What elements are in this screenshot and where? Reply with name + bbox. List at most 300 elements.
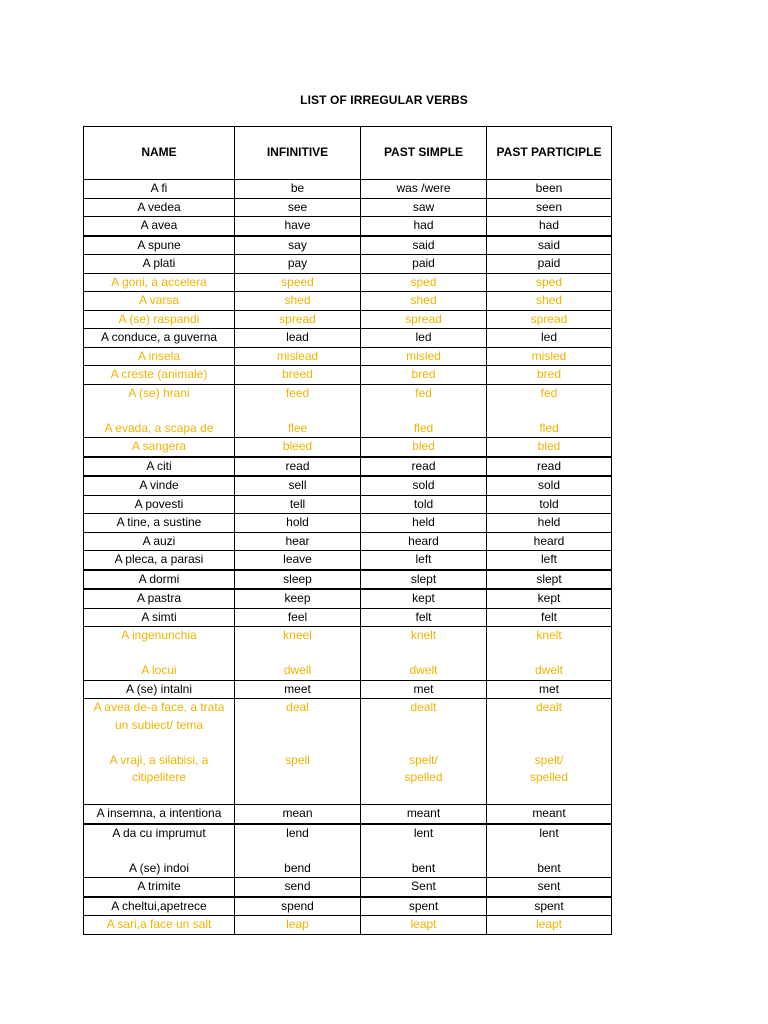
cell-text <box>489 842 609 860</box>
cell-text: bent <box>411 860 436 875</box>
table-row <box>84 292 612 311</box>
cell-text: deal <box>286 700 309 714</box>
cell-text: mislead <box>276 348 319 363</box>
name-cell <box>84 699 235 805</box>
cell-text: fed <box>540 385 558 400</box>
cell-text: spelt/ <box>534 752 564 767</box>
cell-text: sped <box>535 274 563 289</box>
cell-text: sped <box>410 274 437 289</box>
infinitive-cell <box>235 255 361 274</box>
cell-text: A conduce, a guverna <box>100 330 218 344</box>
cell-text: sell <box>288 478 307 492</box>
table-row <box>84 495 612 514</box>
table-row <box>84 310 612 329</box>
cell-text: shed <box>284 293 311 307</box>
cell-text: left <box>540 552 557 566</box>
cell-text: A plati <box>142 256 176 270</box>
table-row <box>84 627 612 681</box>
past-simple-cell <box>361 916 487 935</box>
past-participle-cell <box>487 495 612 514</box>
name-cell <box>84 217 235 236</box>
name-cell <box>84 878 235 897</box>
cell-text: slept <box>536 571 562 586</box>
past-participle-cell <box>487 532 612 551</box>
past-participle-cell <box>487 824 612 878</box>
cell-text: A insela <box>137 348 181 363</box>
cell-text: spent <box>408 898 439 913</box>
cell-text: read <box>536 458 562 473</box>
cell-text: A sari,a face un salt <box>106 917 212 931</box>
cell-text: dealt <box>410 700 437 714</box>
past-participle-cell <box>487 292 612 311</box>
header-row <box>84 127 612 180</box>
name-cell <box>84 347 235 366</box>
table-row <box>84 916 612 935</box>
infinitive-cell <box>235 878 361 897</box>
cell-text: read <box>285 458 310 473</box>
cell-text <box>237 787 358 805</box>
past-participle-cell <box>487 878 612 897</box>
cell-text <box>237 769 358 787</box>
table-row <box>84 438 612 457</box>
infinitive-cell <box>235 366 361 385</box>
table-row <box>84 366 612 385</box>
page-title: LIST OF IRREGULAR VERBS <box>300 93 468 107</box>
infinitive-cell <box>235 457 361 477</box>
cell-text: kept <box>412 591 435 605</box>
table-row <box>84 384 612 438</box>
table-row <box>84 476 612 495</box>
name-cell <box>84 384 235 438</box>
past-participle-cell <box>487 897 612 916</box>
cell-text: spelt/ <box>409 752 438 767</box>
cell-text: dealt <box>535 700 563 714</box>
cell-text: A vinde <box>139 478 179 492</box>
past-participle-cell <box>487 347 612 366</box>
past-simple-cell <box>361 699 487 805</box>
past-participle-cell <box>487 255 612 274</box>
cell-text: been <box>535 181 563 195</box>
table-row <box>84 824 612 878</box>
cell-text: shed <box>410 293 437 307</box>
table-row <box>84 589 612 608</box>
cell-text: citipelitere <box>131 770 187 784</box>
cell-text: lead <box>286 330 309 344</box>
cell-text: had <box>413 218 434 232</box>
name-cell <box>84 805 235 824</box>
past-simple-cell <box>361 897 487 916</box>
cell-text: meant <box>406 806 441 820</box>
cell-text <box>237 402 358 420</box>
cell-text: told <box>539 496 559 511</box>
cell-text: A avea <box>140 218 178 232</box>
cell-text: spelled <box>529 770 569 784</box>
table-body <box>84 180 612 935</box>
name-cell <box>84 589 235 608</box>
past-simple-cell <box>361 310 487 329</box>
cell-text: A locui <box>141 663 177 677</box>
cell-text: A trimite <box>137 879 181 893</box>
past-participle-cell <box>487 310 612 329</box>
past-participle-cell <box>487 457 612 477</box>
cell-text: flee <box>287 420 308 435</box>
past-participle-cell <box>487 329 612 348</box>
cell-text: A pastra <box>136 591 182 605</box>
cell-text: heard <box>408 533 439 548</box>
name-cell <box>84 916 235 935</box>
table-row <box>84 699 612 805</box>
cell-text <box>363 734 484 752</box>
irregular-verbs-table <box>83 126 612 935</box>
cell-text: fled <box>539 420 559 435</box>
infinitive-cell <box>235 236 361 255</box>
cell-text: spell <box>285 752 310 767</box>
name-cell <box>84 680 235 699</box>
name-cell <box>84 198 235 217</box>
cell-text: met <box>538 681 559 696</box>
infinitive-cell <box>235 570 361 590</box>
infinitive-cell <box>235 805 361 824</box>
cell-text: told <box>413 496 434 511</box>
cell-text: A varsa <box>138 293 180 307</box>
cell-text: spread <box>405 311 442 326</box>
cell-text: paid <box>537 256 561 270</box>
cell-text: feel <box>287 609 308 624</box>
past-simple-cell <box>361 805 487 824</box>
cell-text: bleed <box>282 439 313 453</box>
cell-text: said <box>412 237 435 252</box>
name-cell <box>84 180 235 199</box>
cell-text: spread <box>279 311 316 326</box>
cell-text <box>363 402 484 420</box>
infinitive-cell <box>235 198 361 217</box>
cell-text: A auzi <box>142 533 176 548</box>
past-simple-cell <box>361 438 487 457</box>
cell-text: meet <box>284 681 311 696</box>
past-participle-cell <box>487 384 612 438</box>
cell-text: sold <box>537 478 560 492</box>
name-cell <box>84 627 235 681</box>
infinitive-cell <box>235 180 361 199</box>
cell-text: held <box>537 515 561 529</box>
infinitive-cell <box>235 824 361 878</box>
cell-text: knelt <box>410 628 437 642</box>
cell-text <box>363 645 484 663</box>
cell-text: Sent <box>411 879 436 893</box>
name-cell <box>84 292 235 311</box>
cell-text: A cheltui,apetrece <box>111 898 207 913</box>
cell-text <box>86 787 232 805</box>
cell-text: A sangera <box>131 439 187 453</box>
infinitive-cell <box>235 438 361 457</box>
cell-text: A vraji, a silabisi, a <box>109 752 209 767</box>
infinitive-cell <box>235 532 361 551</box>
infinitive-cell <box>235 273 361 292</box>
table-row <box>84 878 612 897</box>
past-participle-cell <box>487 273 612 292</box>
infinitive-cell <box>235 384 361 438</box>
cell-text: bred <box>411 367 436 381</box>
cell-text <box>363 842 484 860</box>
header-past-participle: PAST PARTICIPLE <box>487 127 612 180</box>
infinitive-cell <box>235 699 361 805</box>
infinitive-cell <box>235 217 361 236</box>
cell-text: A evada, a scapa de <box>104 420 214 435</box>
cell-text: sent <box>537 879 561 893</box>
cell-text: A (se) intalni <box>125 681 193 696</box>
cell-text: read <box>411 458 436 473</box>
infinitive-cell <box>235 292 361 311</box>
cell-text: A goni, a accelera <box>111 274 207 289</box>
cell-text: A creste (animale) <box>110 367 208 381</box>
past-simple-cell <box>361 551 487 570</box>
past-participle-cell <box>487 198 612 217</box>
name-cell <box>84 457 235 477</box>
cell-text: breed <box>282 367 313 381</box>
table-row <box>84 897 612 916</box>
past-participle-cell <box>487 589 612 608</box>
past-participle-cell <box>487 366 612 385</box>
cell-text: A citi <box>146 458 172 473</box>
past-simple-cell <box>361 384 487 438</box>
table-row <box>84 457 612 477</box>
past-participle-cell <box>487 438 612 457</box>
cell-text: felt <box>540 609 557 624</box>
cell-text: leap <box>286 917 309 931</box>
name-cell <box>84 438 235 457</box>
cell-text <box>86 402 232 420</box>
cell-text: A avea de-a face, a trata <box>93 700 225 714</box>
past-simple-cell <box>361 255 487 274</box>
cell-text: hold <box>286 515 309 529</box>
cell-text: sleep <box>283 571 312 586</box>
past-simple-cell <box>361 476 487 495</box>
cell-text <box>489 402 609 420</box>
past-participle-cell <box>487 551 612 570</box>
past-simple-cell <box>361 532 487 551</box>
cell-text: A insemna, a intentiona <box>96 806 222 820</box>
table-row <box>84 532 612 551</box>
cell-text: seen <box>535 199 563 214</box>
cell-text: A vedea <box>137 199 181 214</box>
cell-text: see <box>287 199 308 214</box>
infinitive-cell <box>235 627 361 681</box>
cell-text <box>237 734 358 752</box>
header-infinitive: INFINITIVE <box>235 127 361 180</box>
table-row <box>84 329 612 348</box>
past-participle-cell <box>487 180 612 199</box>
cell-text: meant <box>532 806 566 820</box>
cell-text: lend <box>286 825 309 840</box>
table-row <box>84 680 612 699</box>
past-simple-cell <box>361 824 487 878</box>
past-participle-cell <box>487 217 612 236</box>
cell-text <box>237 645 358 663</box>
name-cell <box>84 310 235 329</box>
past-participle-cell <box>487 476 612 495</box>
cell-text: knelt <box>536 628 562 642</box>
cell-text: kept <box>537 591 561 605</box>
past-simple-cell <box>361 273 487 292</box>
cell-text: held <box>412 515 435 529</box>
name-cell <box>84 897 235 916</box>
cell-text: sold <box>412 478 435 492</box>
cell-text: keep <box>284 591 311 605</box>
past-participle-cell <box>487 608 612 627</box>
cell-text: was /were <box>396 181 451 195</box>
past-simple-cell <box>361 627 487 681</box>
cell-text: left <box>415 552 432 566</box>
table-row <box>84 255 612 274</box>
cell-text <box>86 842 232 860</box>
table-row <box>84 236 612 255</box>
cell-text: misled <box>406 348 441 363</box>
cell-text: had <box>538 218 560 232</box>
infinitive-cell <box>235 680 361 699</box>
name-cell <box>84 255 235 274</box>
table-row <box>84 608 612 627</box>
past-simple-cell <box>361 292 487 311</box>
cell-text: leave <box>283 552 312 566</box>
past-simple-cell <box>361 366 487 385</box>
cell-text: be <box>290 181 305 195</box>
cell-text: paid <box>412 256 435 270</box>
cell-text: A simti <box>141 609 177 624</box>
cell-text <box>237 842 358 860</box>
cell-text: heard <box>533 533 565 548</box>
table-row <box>84 551 612 570</box>
table-row <box>84 180 612 199</box>
past-simple-cell <box>361 329 487 348</box>
cell-text: dwelt <box>534 663 563 677</box>
cell-text: bled <box>537 439 561 453</box>
cell-text: bent <box>537 860 561 875</box>
past-participle-cell <box>487 805 612 824</box>
past-participle-cell <box>487 627 612 681</box>
past-simple-cell <box>361 347 487 366</box>
infinitive-cell <box>235 608 361 627</box>
cell-text: led <box>540 330 557 344</box>
cell-text: shed <box>535 293 563 307</box>
name-cell <box>84 236 235 255</box>
cell-text: send <box>284 879 311 893</box>
past-simple-cell <box>361 514 487 533</box>
cell-text: A spune <box>137 237 181 252</box>
cell-text: leapt <box>535 917 563 931</box>
name-cell <box>84 495 235 514</box>
cell-text: mean <box>282 806 313 820</box>
cell-text: leapt <box>410 917 437 931</box>
past-simple-cell <box>361 589 487 608</box>
header-name: NAME <box>84 127 235 180</box>
name-cell <box>84 366 235 385</box>
cell-text: A povesti <box>134 496 184 511</box>
infinitive-cell <box>235 514 361 533</box>
cell-text <box>489 734 609 752</box>
cell-text: dwelt <box>409 663 438 677</box>
cell-text: bled <box>412 439 435 453</box>
cell-text <box>363 717 484 735</box>
past-simple-cell <box>361 236 487 255</box>
cell-text: bred <box>536 367 562 381</box>
past-simple-cell <box>361 570 487 590</box>
past-simple-cell <box>361 495 487 514</box>
infinitive-cell <box>235 897 361 916</box>
cell-text: bend <box>284 860 311 875</box>
name-cell <box>84 273 235 292</box>
cell-text: dwell <box>283 663 312 677</box>
table-row <box>84 273 612 292</box>
cell-text <box>489 787 609 805</box>
past-simple-cell <box>361 198 487 217</box>
cell-text: saw <box>412 199 435 214</box>
cell-text <box>237 717 358 735</box>
cell-text: spelled <box>404 770 443 784</box>
name-cell <box>84 532 235 551</box>
infinitive-cell <box>235 476 361 495</box>
cell-text: speed <box>281 274 314 289</box>
past-simple-cell <box>361 878 487 897</box>
infinitive-cell <box>235 589 361 608</box>
cell-text: spend <box>281 898 314 913</box>
cell-text: say <box>288 237 307 252</box>
past-participle-cell <box>487 916 612 935</box>
cell-text: lent <box>539 825 559 840</box>
cell-text: pay <box>287 256 308 270</box>
cell-text: A (se) raspandi <box>118 311 200 326</box>
cell-text: tell <box>289 496 306 511</box>
past-participle-cell <box>487 570 612 590</box>
past-simple-cell <box>361 217 487 236</box>
cell-text: fed <box>415 385 432 400</box>
cell-text: spent <box>534 898 564 913</box>
cell-text: feed <box>285 385 310 400</box>
cell-text: said <box>537 237 560 252</box>
table-row <box>84 514 612 533</box>
past-participle-cell <box>487 699 612 805</box>
cell-text: A ingenunchia <box>121 628 197 642</box>
cell-text <box>86 734 232 752</box>
infinitive-cell <box>235 495 361 514</box>
name-cell <box>84 824 235 878</box>
cell-text: A fi <box>150 181 168 195</box>
infinitive-cell <box>235 551 361 570</box>
cell-text <box>489 645 609 663</box>
cell-text <box>86 645 232 663</box>
cell-text: A (se) indoi <box>128 860 190 875</box>
cell-text: A da cu imprumut <box>112 825 206 840</box>
infinitive-cell <box>235 916 361 935</box>
cell-text: felt <box>415 609 432 624</box>
past-participle-cell <box>487 236 612 255</box>
table-row <box>84 347 612 366</box>
past-participle-cell <box>487 680 612 699</box>
name-cell <box>84 570 235 590</box>
past-simple-cell <box>361 608 487 627</box>
past-simple-cell <box>361 457 487 477</box>
cell-text: slept <box>410 571 437 586</box>
cell-text: misled <box>531 348 567 363</box>
name-cell <box>84 476 235 495</box>
infinitive-cell <box>235 310 361 329</box>
cell-text: fled <box>413 420 434 435</box>
past-simple-cell <box>361 680 487 699</box>
cell-text: led <box>415 330 432 344</box>
infinitive-cell <box>235 329 361 348</box>
cell-text: kneel <box>283 628 312 642</box>
cell-text: spread <box>530 311 568 326</box>
cell-text: A pleca, a parasi <box>114 552 204 566</box>
